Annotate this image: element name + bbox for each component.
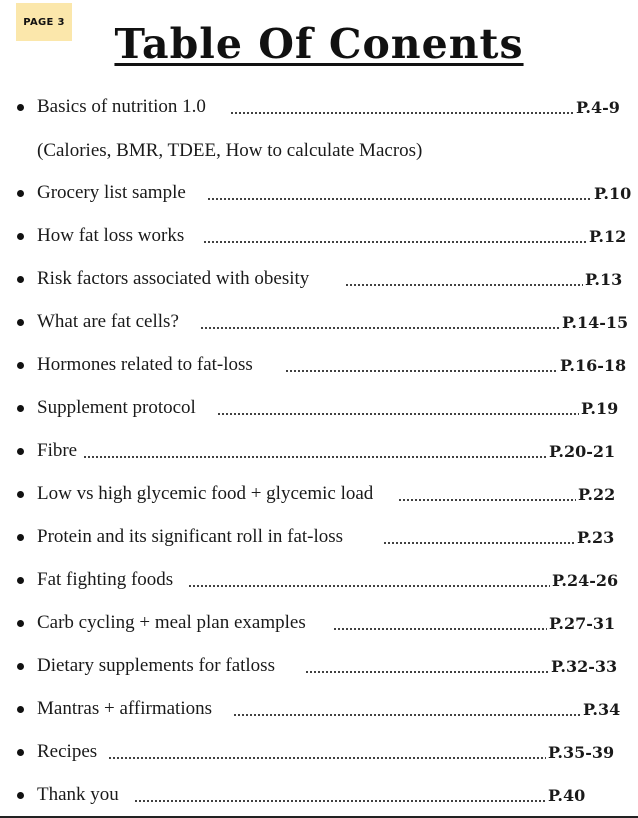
dot-leader (200, 327, 560, 329)
bullet-icon (17, 663, 24, 670)
toc-entry-page: P.27-31 (549, 613, 616, 633)
toc-entry-page: P.13 (585, 269, 623, 289)
bullet-icon (17, 448, 24, 455)
toc-entry-page: P.23 (577, 527, 615, 547)
toc-entry-label: Protein and its significant roll in fat-loss (37, 526, 344, 547)
dot-leader (188, 585, 550, 587)
toc-entry-label: Dietary supplements for fatloss (37, 655, 275, 676)
toc-entry-page: P.16-18 (560, 355, 627, 375)
toc-entry[interactable] (0, 731, 638, 773)
bullet-icon (17, 577, 24, 584)
toc-entry-label: How fat loss works (37, 225, 185, 246)
toc-entry-subtitle: (Calories, BMR, TDEE, How to calculate Macros) (37, 140, 423, 161)
bullet-icon (17, 620, 24, 627)
dot-leader (134, 800, 546, 802)
toc-entry-page: P.19 (581, 398, 619, 418)
toc-entry[interactable] (0, 258, 638, 300)
toc-entry[interactable] (0, 645, 638, 687)
bullet-icon (17, 190, 24, 197)
toc-entry-label: Grocery list sample (37, 182, 186, 203)
toc-entry-page: P.34 (583, 699, 621, 719)
toc-entry[interactable] (0, 774, 638, 816)
toc-entry[interactable] (0, 559, 638, 601)
dot-leader (207, 198, 591, 200)
toc-entry-label: Supplement protocol (37, 397, 196, 418)
toc-entry-page: P.10 (594, 183, 632, 203)
bullet-icon (17, 534, 24, 541)
toc-entry[interactable] (0, 387, 638, 429)
toc-entry-label: Low vs high glycemic food + glycemic load (37, 483, 374, 504)
toc-entry-page: P.35-39 (548, 742, 615, 762)
toc-entry-page: P.40 (548, 785, 586, 805)
toc-entry[interactable] (0, 473, 638, 515)
bullet-icon (17, 706, 24, 713)
dot-leader (305, 671, 549, 673)
bullet-icon (17, 792, 24, 799)
toc-entry-label: Hormones related to fat-loss (37, 354, 253, 375)
toc-entry-label: Basics of nutrition 1.0 (37, 96, 206, 117)
dot-leader (217, 413, 579, 415)
toc-entry-label: Fat fighting foods (37, 569, 174, 590)
bullet-icon (17, 491, 24, 498)
dot-leader (230, 112, 574, 114)
toc-entry[interactable] (0, 688, 638, 730)
toc-entry[interactable] (0, 301, 638, 343)
toc-entry-label: Thank you (37, 784, 119, 805)
bullet-icon (17, 362, 24, 369)
toc-entry-label: What are fat cells? (37, 311, 179, 332)
dot-leader (398, 499, 576, 501)
toc-entry[interactable] (0, 344, 638, 386)
toc-entry-page: P.22 (578, 484, 616, 504)
toc-entry[interactable] (0, 430, 638, 472)
toc-entry-page: P.4-9 (576, 97, 620, 117)
dot-leader (285, 370, 558, 372)
toc-entry-page: P.12 (589, 226, 627, 246)
toc-entry[interactable] (0, 86, 638, 128)
bullet-icon (17, 276, 24, 283)
toc-entry-page: P.20-21 (549, 441, 616, 461)
toc-entry-label: Fibre (37, 440, 78, 461)
bullet-icon (17, 749, 24, 756)
toc-entry[interactable] (0, 215, 638, 257)
toc-entry[interactable] (0, 602, 638, 644)
toc-entry-page: P.24-26 (552, 570, 619, 590)
dot-leader (233, 714, 581, 716)
dot-leader (383, 542, 575, 544)
bullet-icon (17, 104, 24, 111)
toc-entry[interactable] (0, 516, 638, 558)
toc-entry-page: P.14-15 (562, 312, 629, 332)
bullet-icon (17, 233, 24, 240)
toc-entry-label: Risk factors associated with obesity (37, 268, 310, 289)
dot-leader (333, 628, 547, 630)
title-text: Table Of Conents (114, 20, 524, 68)
page-number-badge: PAGE 3 (16, 3, 72, 41)
toc-entry-label: Mantras + affirmations (37, 698, 212, 719)
dot-leader (83, 456, 547, 458)
dot-leader (203, 241, 587, 243)
toc-entry[interactable] (0, 172, 638, 214)
bullet-icon (17, 319, 24, 326)
dot-leader (345, 284, 583, 286)
dot-leader (108, 757, 546, 759)
toc-entry-page: P.32-33 (551, 656, 618, 676)
toc-entry-label: Carb cycling + meal plan examples (37, 612, 306, 633)
page-title (0, 20, 638, 68)
toc-entry-label: Recipes (37, 741, 98, 762)
bullet-icon (17, 405, 24, 412)
